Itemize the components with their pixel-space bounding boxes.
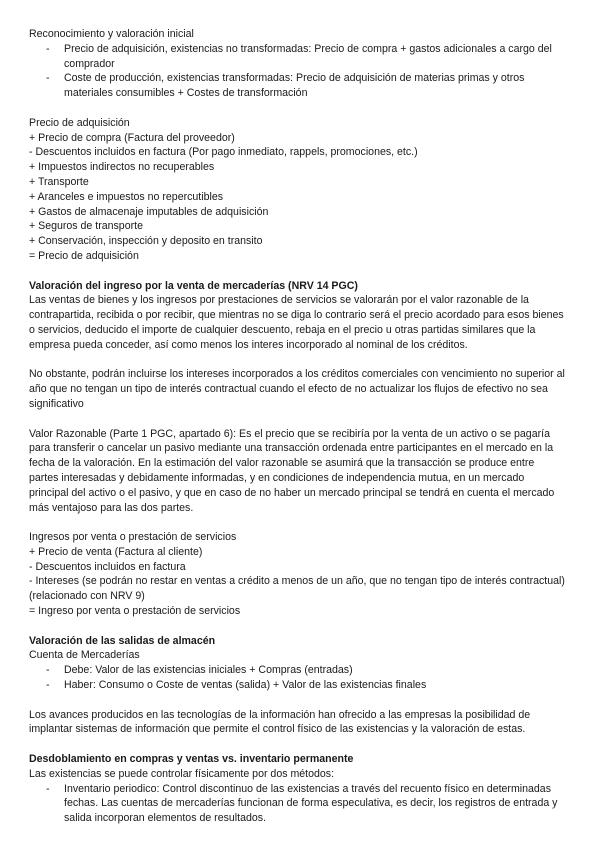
formula-line: + Transporte (29, 175, 89, 188)
bullet-list (29, 42, 566, 101)
paragraph: No obstante, podrán incluirse los intereses incorporados a los créditos comerciales con vencimiento no superior al año que no tengan un tipo de interés contractual cuando el efecto de no actualizar los flujos de efectivo no sea significativo (29, 368, 565, 410)
list-item: - Coste de producción, existencias transformadas: Precio de adquisición de materias primas y otros materiales consumibles + Costes de transformación (64, 71, 566, 101)
section-heading: Valoración de las salidas de almacén (29, 634, 216, 647)
list-item: - Precio de adquisición, existencias no transformadas: Precio de compra + gastos adicionales a cargo del comprador (64, 42, 566, 72)
section-inventory-methods (29, 752, 566, 826)
section-title: Reconocimiento y valoración inicial (29, 28, 194, 40)
section-heading: Desdoblamiento en compras y ventas vs. inventario permanente (29, 753, 354, 766)
formula-line: = Precio de adquisición (29, 249, 139, 262)
spacer (29, 412, 566, 427)
section-income-valuation (29, 279, 566, 516)
formula-line: - Intereses (se podrán no restar en ventas a crédito a menos de un año, que no tengan tipo de interés contractual) (relacionado con NRV 9) (29, 575, 565, 603)
formula-line: + Aranceles e impuestos no repercutibles (29, 190, 224, 203)
spacer (29, 101, 566, 116)
formula-line: = Ingreso por venta o prestación de servicios (29, 605, 241, 618)
formula-line: - Descuentos incluidos en factura (Por pago inmediato, rappels, promociones, etc.) (29, 146, 418, 159)
spacer (29, 693, 566, 708)
section-subtitle: Las existencias se puede controlar físicamente por dos métodos: (29, 767, 335, 780)
section-sales-income (29, 530, 566, 619)
spacer (29, 619, 566, 634)
section-warehouse-outputs (29, 634, 566, 738)
formula-line: + Precio de venta (Factura al cliente) (29, 545, 203, 558)
spacer (29, 515, 566, 530)
paragraph: Las ventas de bienes y los ingresos por prestaciones de servicios se valorarán por el valor razonable de la contrapartida, recibida o por recibir, que mientras no se diga lo contrario será el precio acordado para esos bienes o servicios, deducido el importe de cualquier descuento, rebaja en el precio u otras partidas similares que la empresa pueda conceder, así como menos los interes incorporado al nominal de los créditos. (29, 294, 564, 351)
section-title: Ingresos por venta o prestación de servicios (29, 531, 237, 544)
section-title: Precio de adquisición (29, 116, 130, 129)
section-subtitle: Cuenta de Mercaderías (29, 649, 140, 662)
list-item: - Debe: Valor de las existencias iniciales + Compras (entradas) (64, 663, 566, 678)
section-initial-recognition (29, 27, 566, 101)
list-item: - Haber: Consumo o Coste de ventas (salida) + Valor de las existencias finales (64, 678, 566, 693)
formula-line: + Gastos de almacenaje imputables de adquisición (29, 205, 269, 218)
spacer (29, 737, 566, 752)
bullet-list (29, 663, 566, 693)
section-acquisition-price (29, 116, 566, 264)
bullet-list (29, 782, 566, 826)
section-heading: Valoración del ingreso por la venta de mercaderías (NRV 14 PGC) (29, 279, 358, 292)
spacer (29, 264, 566, 279)
list-item: - Inventario periodico: Control discontinuo de las existencias a través del recuento físico en determinadas fechas. Las cuentas de mercaderías funcionan de forma especulativa, es decir, los registros de entrada y salida incorporan elementos de resultados. (64, 782, 566, 826)
formula-line: + Precio de compra (Factura del proveedor) (29, 131, 235, 144)
paragraph: Valor Razonable (Parte 1 PGC, apartado 6): Es el precio que se recibiría por la venta de un activo o se pagaría para transferir o cancelar un pasivo mediante una transacción ordenada entre participantes en el mercado en la fecha de la valoración. En la estimación del valor razonable se asumirá que la transacción se produce entre partes interesadas y debidamente informadas, y en condiciones de independencia mutua, en un mercado principal del activo o el pasivo, y que en caso de no haber un mercado principal se tendrá en cuenta el mercado más ventajoso para las dos partes. (29, 427, 555, 514)
spacer (29, 353, 566, 368)
paragraph: Los avances producidos en las tecnologías de la información han ofrecido a las empresas la posibilidad de implantar sistemas de información que permite el control físico de las existencias y la valoración de estas. (29, 708, 531, 736)
formula-line: + Conservación, inspección y deposito en transito (29, 235, 263, 248)
formula-line: + Seguros de transporte (29, 220, 143, 233)
formula-line: - Descuentos incluidos en factura (29, 560, 186, 573)
formula-line: + Impuestos indirectos no recuperables (29, 161, 215, 174)
